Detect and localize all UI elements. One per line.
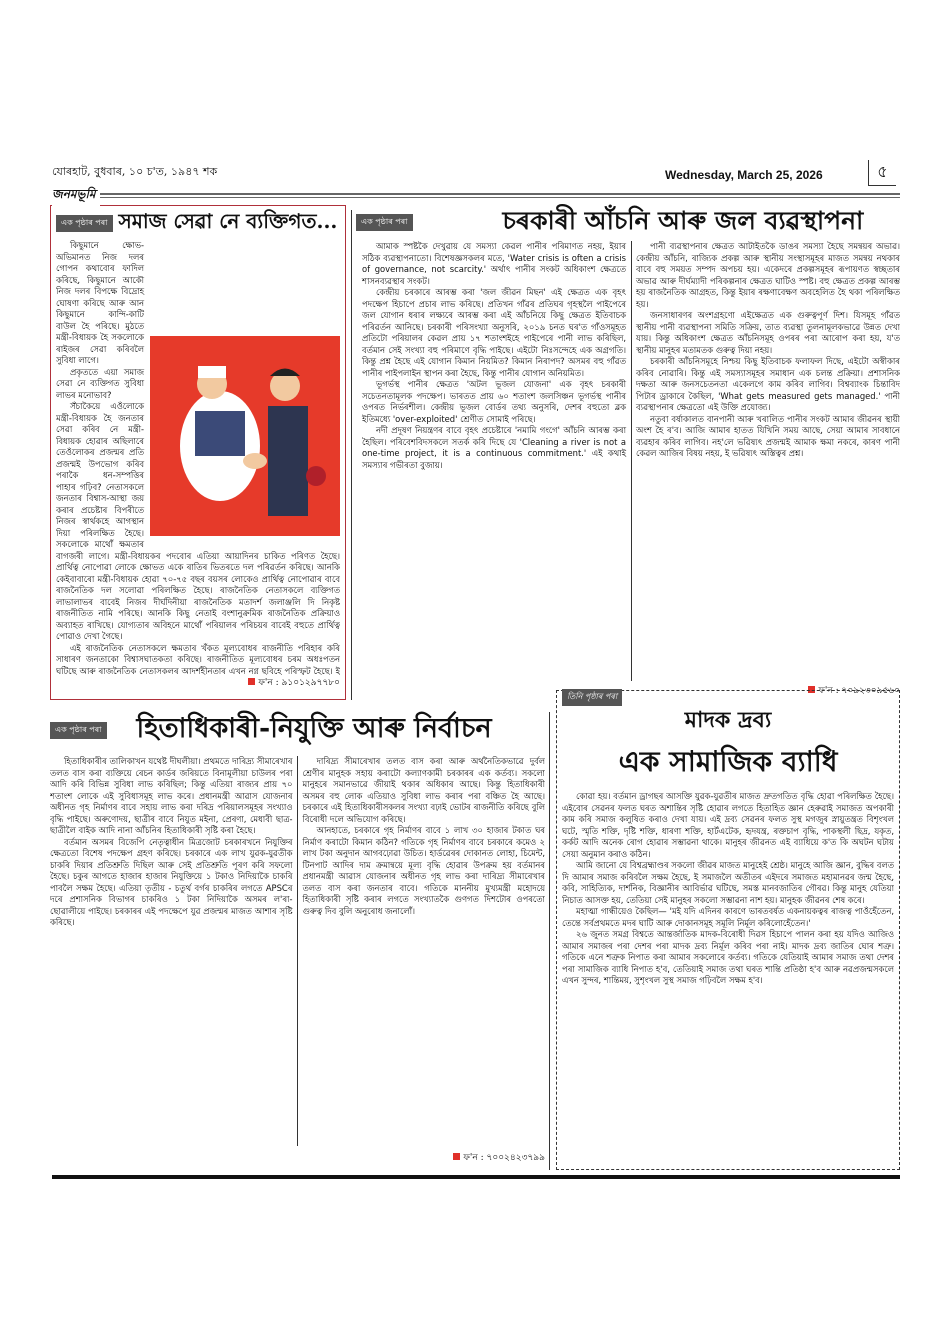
headline: সমাজ সেৱা নে ব্যক্তিগত... [118, 208, 338, 233]
phone-number: ফ'ন : ৯১০১২৯৭৭৮০ [258, 678, 340, 688]
paragraph: ভূগৰ্ভস্থ পানীৰ ক্ষেত্ৰত 'অটল ভূজল যোজনা' এক বৃহৎ চৰকাৰী সচেতনতামূলক পদক্ষেপ। ভাৰতত প্ৰায় ৬০ শতাংশ জলসিঞ্চন ভূগৰ্ভস্থ পানীৰ ওপৰত নিৰ্ভৰশীল। কেন্দ্ৰীয় ভূজল বোৰ্ডৰ তথ্য অনুসৰি, দেশৰ বহুতো ব্লক ইতিমধ্যে 'over-exploited' শ্ৰেণীত সোমাই পৰিছে। [362, 379, 626, 424]
paragraph: এই ৰাজনৈতিক নেতাসকলে ক্ষমতাৰ খঁকত মূল্যবোধৰ ৰাজনীতি পৰিহাৰ কৰি সাধাৰণ জনতাকো বিশ্বাসঘাতকতা কৰিছে। ৰাজনীতিত মূল্যবোধৰ চৰম অধঃপতন ঘটিছে আৰু ৰাজনৈতিক নেতাসকলৰ আদৰ্শহীনতাৰ এখন নগ্ন ছবিহে পৰিস্ফুট হৈছে। ই [56, 642, 340, 675]
continued-tag: এক পৃষ্ঠাৰ পৰা [56, 215, 113, 232]
continued-tag: এক পৃষ্ঠাৰ পৰা [50, 722, 107, 739]
article-body [56, 240, 340, 675]
paragraph: বৰ্তমান অসমৰ বিজেপি নেতৃত্বাধীন মিত্ৰজোট চৰকাৰখনে নিযুক্তিৰ ক্ষেত্ৰতো বিশেষ পদক্ষেপ গ্ৰহণ কৰিছে। চৰকাৰে এক লাখ যুৱক-যুৱতীক চাকৰি দিয়াৰ প্ৰতিশ্ৰুতি দিছিল আৰু সেই প্ৰতিশ্ৰুতি পূৰণ কৰি সফলো হৈছে। চকুৰ আগতে হাজাৰ হাজাৰ নিযুক্তিয়ে ১ টকাও নিদিয়াকৈ চাকৰি পাবলৈ সক্ষম হৈছে। এতিয়া তৃতীয় - চতুৰ্থ বৰ্গৰ চাকৰিৰ লগতে APSCৰ দৰে প্ৰশাসনিক বিভাগৰ চাকৰিও ১ টকা নিদিয়াকৈ অসমৰ ল'ৰা-ছোৱালীয়ে পাইছে। চৰকাৰৰ এই পদক্ষেপে যুৱ প্ৰজন্মৰ মাজত আশাৰ সৃষ্টি কৰিছে। [50, 836, 293, 927]
headline: চৰকাৰী আঁচনি আৰু জল ব্যৱস্থাপনা [502, 205, 864, 235]
paragraph: আনহাতে, চৰকাৰে গৃহ নিৰ্মাণৰ বাবে ১ লাখ ৩০ হাজাৰ টকাত ঘৰ নিৰ্মাণ কৰাটো কিমান কঠিন? গতিকে গৃহ নিৰ্মাণৰ বাবে চৰকাৰে কমেও ২ লাখ টকা অনুদান আগবঢ়োৱা উচিত। হাৰ্ডৱেৰৰ দোকানত লোহা, চিমেন্ট, টিনপাট আদিৰ দাম ক্ৰমান্বয়ে মূল্য বৃদ্ধি হোৱাৰ উপক্ৰম হয় বৰ্তমানৰ প্ৰধানমন্ত্ৰী আৱাস যোজনাৰ অধীনত গৃহ লাভ কৰা দাৰিদ্ৰ্য সীমাৰেখাৰ তলত বাস কৰা জনতাৰ বাবে। গতিকে মাননীয় মুখ্যমন্ত্ৰী মহোদয়ে হিতাধিকাৰী সৃষ্টি কৰাৰ লগতে সংখ্যাতকৈ গুণগত দিশটোৰ ওপৰতো গুৰুত্ব দিব বুলি অনুৰোধ জনালোঁ। [302, 825, 545, 916]
paragraph: কেন্দ্ৰীয় চৰকাৰে আৰম্ভ কৰা 'জল জীৱন মিছন' এই ক্ষেত্ৰত এক বৃহৎ পদক্ষেপ হিচাপে প্ৰচাৰ লাভ কৰিছে। প্ৰতিখন গাঁৱৰ প্ৰতিঘৰ গৃহস্থলৈ পাইপেৰে জল যোগান ধৰাৰ লক্ষ্যৰে আৰম্ভ কৰা এই আঁচনিয়ে কিছু ক্ষেত্ৰত ইতিবাচক পৰিৱৰ্তন আনিছে। চৰকাৰী পৰিসংখ্যা অনুসৰি, ২০১৯ চনত ঘৰ'ত গাঁওসমূহত প্ৰতিটো পৰিয়ালৰ কেৱল প্ৰায় ১৭ শতাংশইহে পাইপেৰে পানী লাভ কৰিছিল, বৰ্তমান সেই সংখ্যা বহু পৰিমাণে বৃদ্ধি পাইছে। এইটো নিঃসন্দেহে এক অগ্ৰগতি। কিন্তু প্ৰশ্ন হৈছে এই যোগান কিমান নিয়মিত? কিমান নিৰাপদ? অসমৰ বহু গাঁৱত পানীৰ পাইপলাইন স্থাপন কৰা হৈছে, কিন্তু পানীৰ যোগান অনিয়মিত। [362, 287, 626, 378]
paragraph: আমাক স্পষ্টকৈ দেখুৱায় যে সমস্যা কেৱল পানীৰ পৰিমাণত নহয়, ইয়াৰ সঠিক ব্যৱস্থাপনাতো। বিশেষজ্ঞসকলৰ মতে, 'Water crisis is often a crisis of governance, not scarcity.' অৰ্থাৎ পানীৰ সংকট অধিকাংশ ক্ষেত্ৰতে শাসনব্যৱস্থাৰ সংকট। [362, 241, 626, 286]
paragraph: আমি জানো যে বিশ্বব্ৰহ্মাণ্ডৰ সকলো জীৱৰ মাজত মানুহেই শ্ৰেষ্ঠ। মানুহে আজি জ্ঞান, বুদ্ধিৰ বলত দি আমাৰ সমাজ কৰিবলৈ সক্ষম হৈছে, ই সমাজলৈ অতীতৰ এইদৰে সমাজত মহামানৱৰ জন্ম হৈছে, কবি, সাহিত্যিক, দাৰ্শনিক, বিজ্ঞানীৰ আবিৰ্ভাৱ ঘটিছে, সমস্ত মানবজাতিৰ গৌৰৱ। কিন্তু মানুহ যেতিয়া নিচাত আসক্ত হয়, তেতিয়া সেই মানুহৰ সকলো সম্ভাৱনা নাশ হয়। মানুহক জীৱনৰ শেষ কৰে। [562, 860, 894, 905]
masthead-rule [52, 193, 900, 198]
article-body [50, 756, 545, 1146]
dateline-english: Wednesday, March 25, 2026 [665, 168, 823, 182]
page-number: ৫ [868, 160, 896, 186]
article-water-management [356, 205, 900, 700]
dateline-assamese: যোৰহাট, বুধবাৰ, ১০ চ'ত, ১৯৪৭ শক [52, 165, 218, 178]
paragraph: পানী ব্যৱস্থাপনাৰ ক্ষেত্ৰত আটাইতকৈ ডাঙৰ সমস্যা হৈছে সমন্বয়ৰ অভাৱ। কেন্দ্ৰীয় আঁচনি, ৰাজ্যিক প্ৰকল্প আৰু স্থানীয় সংস্থাসমূহৰ মাজত সমন্বয় নথকাৰ বাবে বহু সময়ত সম্পদ অপচয় হয়। একেদৰে প্ৰকল্পসমূহৰ ৰূপায়ণত স্বচ্ছতাৰ অভাৱ আৰু দীৰ্ঘম্যাদী পৰিকল্পনাৰ ক্ষেত্ৰত ঘাটিও স্পষ্ট। বহু ক্ষেত্ৰত প্ৰকল্প আৰম্ভ হয় ৰাজনৈতিক আগ্ৰহত, কিন্তু ইয়াৰ ৰক্ষণাবেক্ষণ অবহেলিত হৈ থকা পৰিলক্ষিত হয়। [636, 241, 900, 309]
paragraph: সঁচাকৈয়ে এওঁলোকে মন্ত্ৰী-বিধায়ক হৈ জনতাৰ সেৱা কৰিব নে মন্ত্ৰী-বিধায়ক হোৱাৰ অছিলাৰে তেওঁলোকৰ প্ৰজন্মৰ প্ৰতি প্ৰজন্মই উপভোগ কৰিব পৰাকৈ ধন-সম্পত্তিৰ পাহাৰ গঢ়িব? নেতাসকলে জনতাৰ বিশ্বাস-আস্থা জয় কৰাৰ প্ৰচেষ্টাৰ বিপৰীতে নিজৰ স্বাৰ্থকহে আগস্থান দিয়া পৰিলক্ষিত হৈছে। সকলোকে মাথোঁ ক্ষমতাৰ বাগজৰী লাগে। মন্ত্ৰী-বিধায়কৰ পদবোৰ এতিয়া আয়াদিনৰ চাকিত পৰিণত হৈছে। প্ৰাৰ্থিত্ব নোপোৱা লোকে ক্ষোভত একে ৰাতিৰ ভিতৰতে দল পৰিৱৰ্তন কৰিছে। আনকি কেইবাবাৰো মন্ত্ৰী-বিধায়ক হোৱা ৭০-৭৫ বছৰ বয়সৰ লোকেও প্ৰাৰ্থিত্ব নোপোৱাৰ বাবে ৰাজনৈতিক দল সলোৱা পৰিলক্ষিত হৈছে। ৰাজনৈতিক নেতাসকলে ব্যক্তিগত লাভালাভৰ বাবেই নিজৰ দীৰ্ঘদিনীয়া ৰাজনৈতিক মতাদৰ্শ জলাঞ্জলি দি নিকৃষ্ট ৰাজনীতিত নামি পৰিছে। আনকি কিছু নেতাই বংশানুক্ৰমিক ৰাজনৈতিক প্ৰক্ৰিয়াও অব্যাহত ৰাখিছে। যোগ্যতাৰ অবিহনে মাথোঁ পৰিয়ালৰ পৰিচয়ৰ বাবেই বহুতে প্ৰাৰ্থিত্ব পোৱাও দেখা গৈছে। [56, 401, 340, 641]
phone-number: ফ'ন : ৭০০২৪২৩৭৯৯ [463, 1153, 545, 1163]
continued-tag: এক পৃষ্ঠাৰ পৰা [356, 214, 413, 231]
paragraph: নদী প্ৰদূষণ নিয়ন্ত্ৰণৰ বাবে বৃহৎ প্ৰচেষ্টাৰে 'নমামি গংগে' আঁচনি আৰম্ভ কৰা হৈছিল। পৰিবেশবিদসকলে সতৰ্ক কৰি দিছে যে 'Cleaning a river is not a one-time project, it is a continuous commitment.' এই কথাই সমস্যাৰ গভীৰতা বুজায়। [362, 425, 626, 470]
column-divider [549, 712, 550, 1170]
paragraph: জনসাধাৰণৰ অংশগ্ৰহণো এইক্ষেত্ৰত এক গুৰুত্বপূৰ্ণ দিশ। যিসমূহ গাঁৱত স্থানীয় পানী ব্যৱস্থাপনা সমিতি সক্ৰিয়, তাত ব্যৱস্থা তুলনামূলকভাৱে উন্নত দেখা যায়। কিন্তু অধিকাংশ ক্ষেত্ৰত আঁচনিসমূহ ওপৰৰ পৰা আৰোপ কৰা হয়, য'ত স্থানীয় মানুহৰ মতামতক গুৰুত্ব দিয়া নহয়। [636, 310, 900, 355]
article-beneficiaries [50, 710, 545, 1170]
phone-line [56, 675, 340, 690]
paragraph: নতুবা বৰ্ষাকালত বানপানী আৰু খৰালিত পানীৰ সংকট আমাৰ জীৱনৰ স্থায়ী অংশ হৈ ৰ'ব। আজি আমাৰ হাতত যিখিনি সময় আছে, সেয়া আমাৰ সাবধানে ব্যৱহাৰ কৰিব লাগিব। নহ'লে ভৱিষ্যৎ প্ৰজন্মই আমাক ক্ষমা নকৰে, কাৰণ পানী কেৱল আজিৰ বিষয় নহয়, ই ভৱিষ্যৎ অস্তিত্বৰ প্ৰশ্ন। [636, 413, 900, 458]
continued-tag: তিনি পৃষ্ঠাৰ পৰা [562, 689, 622, 706]
article-body [356, 241, 900, 681]
paragraph: ২৬ জুনত সমগ্ৰ বিশ্বতে আন্তৰ্জাতিক মাদক-বিৰোধী দিৱস হিচাপে পালন কৰা হয় যদিও আজিও আমাৰ সমাজৰ পৰা দেশৰ পৰা মাদক দ্ৰব্য নিৰ্মূল কৰিব পৰা নাই। মাদক দ্ৰব্য জাতিৰ ঘোৰ শত্ৰু। গতিকে এনে শত্ৰুক নিপাত কৰা আমাৰ সকলোৰে কৰ্তব্য। গতিকে যেতিয়াই আমাৰ সমাজ তথা দেশৰ পৰা সামাজিক ব্যাধি নিপাত হ'ব, তেতিয়াই সমাজ তথা ঘৰত শান্তি প্ৰতিষ্ঠা হ'ব আৰু নৱপ্ৰজন্মসকলে এখন সুন্দৰ, শান্তিময়, সুশৃংখল সুস্থ সমাজ গঢ়িবলৈ সক্ষম হ'ব। [562, 929, 894, 985]
newspaper-logo: জনমভূমি [52, 186, 100, 206]
phone-line [50, 1150, 545, 1165]
paragraph: কিছুমানে ক্ষোভ-অভিমানত নিজ দলৰ গোপন কথাবোৰ ফাদিল কৰিছে, কিছুমানে আকৌ নিজ দলৰ বিপক্ষে বিদ্ৰোহ ঘোষণা কৰিছে আৰু আন কিছুমানে কান্দি-কাটি বাউল হৈ পৰিছে। মুঠতে মন্ত্ৰী-বিধায়ক হৈ সকলোকে ৰাইজৰ সেৱা কৰিবলৈ সুবিধা লাগে। [56, 240, 144, 365]
headline-line-2: এক সামাজিক ব্যাধি [618, 745, 838, 778]
paragraph: চৰকাৰী আঁচনিসমূহে নিশ্চয় কিছু ইতিবাচক ফলাফল দিছে, এইটো অস্বীকাৰ কৰিব নোৱাৰি। কিন্তু এই সমস্যাসমূহৰ সমাধান এক চলন্ত প্ৰক্ৰিয়া। প্ৰশাসনিক দক্ষতা আৰু জনসচেতনতা একেলগে কাম কৰিব লাগিব। বিশ্বব্যাংক চিন্তাবিদ পিটাৰ ড্ৰাকাৰে কৈছিল, 'What gets measured gets managed.' পানী ব্যৱস্থাপনাৰ ক্ষেত্ৰতো এই উক্তি প্ৰযোজ্য। [636, 356, 900, 412]
bottom-rule [52, 1175, 900, 1179]
column-divider [351, 210, 352, 700]
paragraph: দাৰিদ্ৰ্য সীমাৰেখাৰ তলত বাস কৰা আৰু অৰ্থনৈতিকভাৱে দুৰ্বল শ্ৰেণীৰ মানুহক সহায় কৰাটো কল্যাণকামী চৰকাৰৰ এক কৰ্তব্য। সকলো মানুহৰে সমানভাৱে জীয়াই থকাৰ অধিকাৰ আছে। কিন্তু হিতাধিকাৰী অসমৰ বহু লোক এতিয়াও সুবিধা লাভ কৰাৰ পৰা বঞ্চিত হৈ আছে। চৰকাৰে এই হিতাধিকাৰীসকলৰ সংখ্যা বঢ়াই ভোটৰ ৰাজনীতি কৰিছে বুলি বিৰোধী দলে অভিযোগ কৰিছে। [302, 756, 545, 824]
headline-line-1: মাদক দ্ৰব্য [684, 707, 772, 733]
red-square-icon [453, 1153, 460, 1160]
phone-number: ফ'ন : ৭০৯২৩০৯৫৬০ [818, 686, 900, 696]
paragraph: হিতাধিকাৰীৰ তালিকাখন যথেষ্ট দীঘলীয়া। প্ৰথমতে দাৰিদ্ৰ্য সীমাৰেখাৰ তলত বাস কৰা ব্যক্তিয়ে ৰেচন কাৰ্ডৰ জৰিয়তে বিনামূলীয়া চাউলৰ পৰা আদি কৰি বিভিন্ন সুবিধা লাভ কৰিছিল; কিন্তু এতিয়া ৰাজ্যৰ প্ৰায় ৭০ শতাংশ লোকে এই সুবিধাসমূহ লাভ কৰে। প্ৰধানমন্ত্ৰী আৱাস যোজনাৰ অধীনত গৃহ নিৰ্মাণৰ বাবে সহায় লাভ কৰা দৰিদ্ৰ পৰিয়ালসমূহৰ সংখ্যাও বৃদ্ধি পাইছে। অৰুণোদয়, ছাত্ৰীৰ বাবে নিযুত মইনা, প্ৰেৰণা, মেধাবী ছাত্ৰ-ছাত্ৰীলৈ বাইক আদি নানা আঁচনিৰ হিতাধিকাৰী সৃষ্টি কৰা হৈছে। [50, 756, 293, 835]
cartoon-image [150, 336, 340, 536]
article-social-service [50, 205, 346, 700]
paragraph: প্ৰকৃততে এয়া সমাজ সেৱা নে ব্যক্তিগত সুবিধা লাভৰ মনোভাব? [56, 366, 144, 400]
article-body [562, 791, 894, 1186]
paragraph: মহাত্মা গান্ধীয়েও কৈছিল— 'মই যদি এদিনৰ কাৰণে ভাৰতবৰ্ষত একনায়কত্বৰ ৰাজত্ব পাওঁহেঁতেন, তেন্তে সৰ্বপ্ৰথমতে মদৰ ঘাটি আৰু দোকানসমূহ সমূলি নিৰ্মূল কৰিলোহেঁতেন।' [562, 906, 894, 928]
headline: হিতাধিকাৰী-নিযুক্তি আৰু নিৰ্বাচন [136, 712, 492, 744]
red-square-icon [248, 678, 255, 685]
article-drugs [556, 690, 900, 1170]
paragraph: কোৱা হয়। বৰ্তমান ড্ৰাগছৰ আসক্তি যুৱক-যুৱতীৰ মাজত দ্ৰুতগতিত বৃদ্ধি হোৱা পৰিলক্ষিত হৈছে। এইবোৰ সেৱনৰ ফলত ঘৰত অশান্তিৰ সৃষ্টি হোৱাৰ লগতে হিতাহিত জ্ঞান হেৰুৱাই সমাজত অপকাৰী কাম কৰি সমাজ কলুষিত কৰাও দেখা যায়। এই দ্ৰব্য সেৱনৰ ফলত সুস্থ মগজুৰ স্নায়ুতন্ত্ৰত বিশৃংখল ঘটে, স্মৃতি শক্তি, দৃষ্টি শক্তি, ধাৰণা শক্তি, হাৰ্টএটেক, হৃদযন্ত্ৰ, ৰক্তচাপ বৃদ্ধি, পাকস্থলী ছিদ্ৰ, যকৃত, কৰ্কট আদি অনেক ৰোগ হোৱাৰ সম্ভাৱনা থাকে। মানুহৰ জীৱনত এই ব্যাধিয়ে ক'ত কি অঘটন ঘটায় সেয়া অনুমান কৰাও কঠিন। [562, 791, 894, 859]
